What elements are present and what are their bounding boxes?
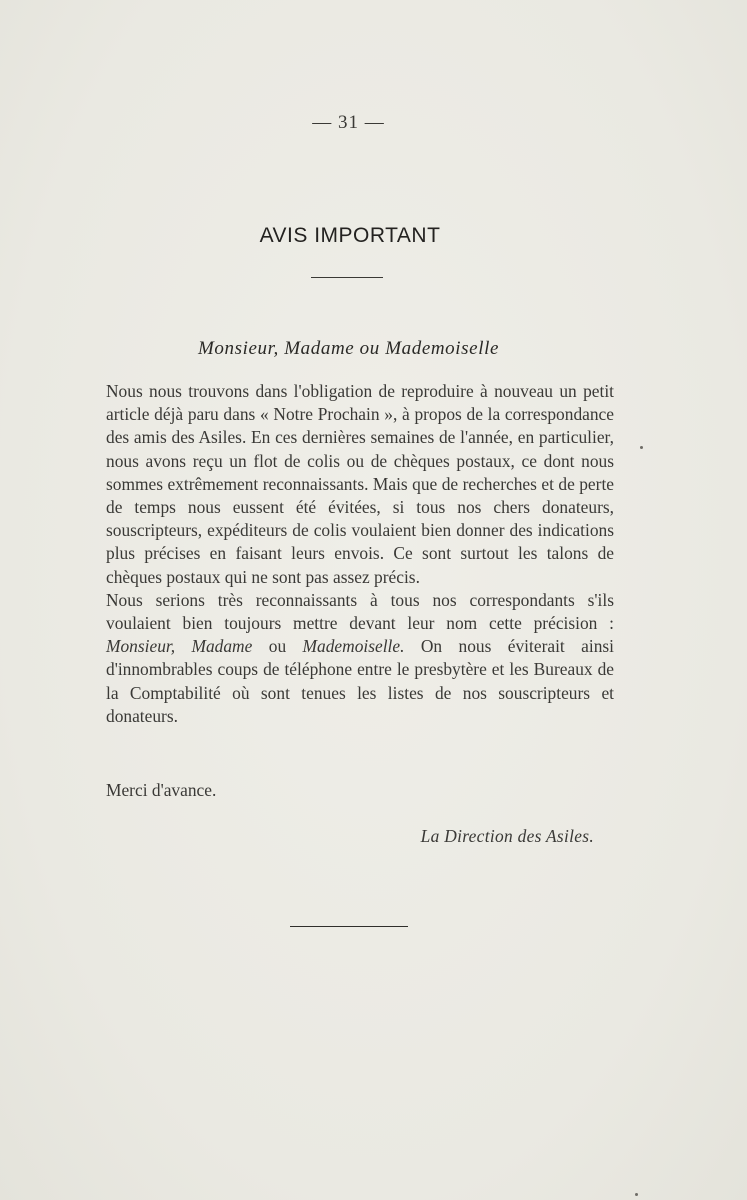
page-title: AVIS IMPORTANT xyxy=(259,224,441,247)
salutation: Monsieur, Madame ou Mademoiselle xyxy=(198,338,499,359)
paper-speck xyxy=(635,1193,638,1196)
page-number: — 31 — xyxy=(312,112,385,133)
paragraph-second-middle: ou xyxy=(252,636,303,657)
signature: La Direction des Asiles. xyxy=(420,826,594,846)
paragraph-second-start: Nous serions très reconnaissants à tous nos correspondants s'ils voulaient bien toujours mettre devant leur nom cette précision : xyxy=(106,589,614,634)
paragraph-first: Nous nous trouvons dans l'obligation de reproduire à nouveau un petit article déjà paru dans « Notre Prochain », à propos de la correspondance des amis des Asiles. En ces dernières semaines de l'année, en particulier, nous avons reçu un flot de colis ou de chèques postaux, ce dont nous sommes extrêmement reconnaissants. Mais que de recherches et de perte de temps nous eussent été évitées, si tous nos chers donateurs, souscripteurs, expéditeurs de colis voulaient bien donner des indications plus précises en faisant leurs envois. Ce sont surtout les talons de chèques postaux qui ne sont pas assez précis. xyxy=(106,381,614,587)
closing-divider xyxy=(290,926,408,927)
body-text xyxy=(106,380,614,728)
paragraph-second-end: On nous éviterait ainsi d'innombrables coups de téléphone entre le presbytère et les Bureaux de la Comptabilité où sont tenues les listes de nos souscripteurs et donateurs. xyxy=(106,636,614,726)
paragraph-second xyxy=(106,589,614,728)
closing-line: Merci d'avance. xyxy=(106,780,217,800)
title-divider xyxy=(311,277,383,278)
paragraph-second-italic-2: Mademoiselle. xyxy=(302,636,405,657)
paragraph-second-italic: Monsieur, Madame xyxy=(106,636,253,657)
paper-speck xyxy=(640,446,643,449)
